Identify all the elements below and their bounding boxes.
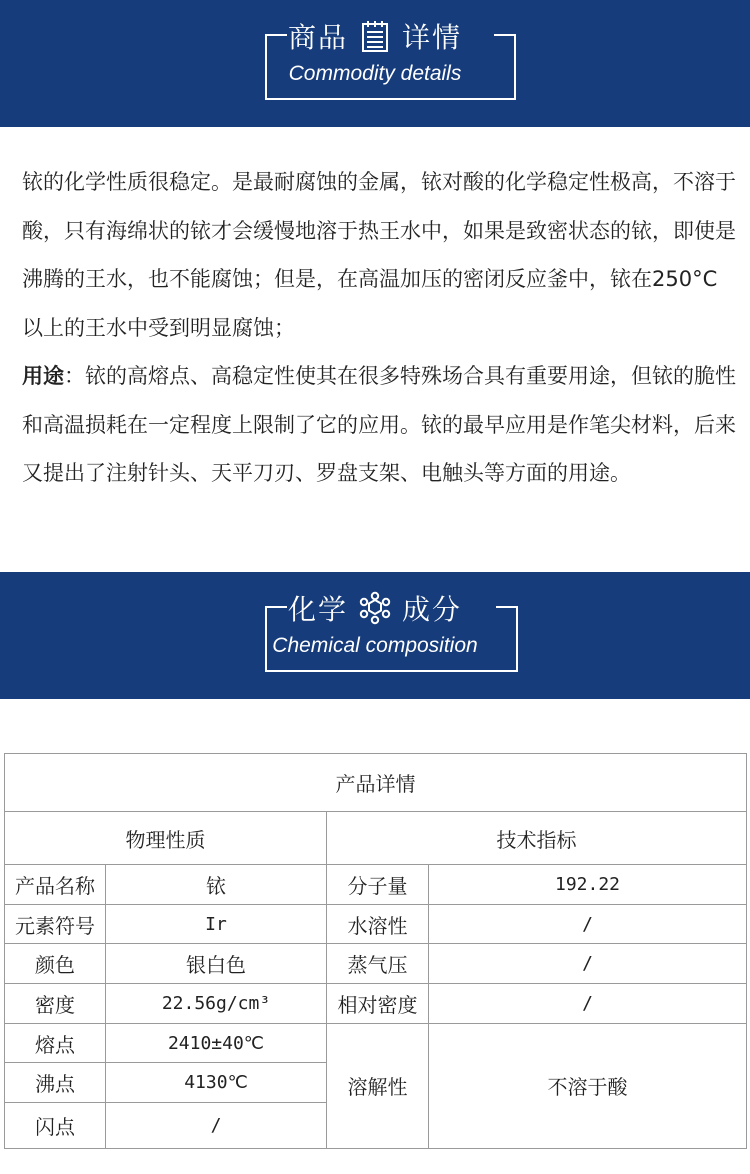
row-label2: 水溶性	[327, 904, 429, 944]
chemical-composition-subtitle: Chemical composition	[272, 634, 478, 657]
chemical-composition-title	[0, 588, 750, 628]
row-value: Ir	[106, 904, 327, 944]
commodity-details-subtitle: Commodity details	[288, 62, 462, 85]
row-label2: 相对密度	[327, 984, 429, 1024]
solubility-value: 不溶于酸	[429, 1023, 747, 1148]
banner-title-right: 成分	[402, 593, 463, 626]
row-value: 4130℃	[106, 1063, 327, 1103]
row-value: /	[106, 1103, 327, 1149]
banner-title-right: 详情	[402, 21, 463, 54]
row-label: 颜色	[5, 944, 106, 984]
row-label: 密度	[5, 984, 106, 1024]
banner-title-left: 商品	[287, 21, 348, 54]
description	[22, 158, 737, 498]
row-value2: /	[429, 944, 747, 984]
usage-paragraph	[22, 352, 737, 498]
row-value2: /	[429, 984, 747, 1024]
row-value: 银白色	[106, 944, 327, 984]
table-row	[5, 984, 747, 1024]
row-label2: 蒸气压	[327, 944, 429, 984]
row-label: 熔点	[5, 1023, 106, 1063]
row-value2: /	[429, 904, 747, 944]
notepad-icon	[358, 19, 392, 53]
molecule-icon	[358, 591, 392, 625]
row-label: 元素符号	[5, 904, 106, 944]
row-label: 沸点	[5, 1063, 106, 1103]
description-paragraph: 铱的化学性质很稳定。是最耐腐蚀的金属，铱对酸的化学稳定性极高，不溶于酸，只有海绵状的铱才会缓慢地溶于热王水中，如果是致密状态的铱，即使是沸腾的王水，也不能腐蚀；但是，在高温加压的密闭反应釜中，铱在250°C以上的王水中受到明显腐蚀；	[22, 170, 736, 340]
usage-text: ：铱的高熔点、高稳定性使其在很多特殊场合具有重要用途，但铱的脆性和高温损耗在一定程度上限制了它的应用。铱的最早应用是作笔尖材料，后来又提出了注射针头、天平刀刃、罗盘支架、电触头等方面的用途。	[22, 364, 736, 485]
usage-label: 用途	[22, 364, 64, 388]
table-caption: 产品详情	[5, 754, 747, 812]
table-row	[5, 944, 747, 984]
spec-table	[4, 753, 747, 1149]
header-technical-specs: 技术指标	[327, 812, 747, 865]
row-label: 产品名称	[5, 865, 106, 905]
row-value2: 192.22	[429, 865, 747, 905]
commodity-details-title	[0, 16, 750, 56]
table-row	[5, 904, 747, 944]
table-row	[5, 1023, 747, 1063]
solubility-label: 溶解性	[327, 1023, 429, 1148]
banner-title-left: 化学	[287, 593, 348, 626]
row-label: 闪点	[5, 1103, 106, 1149]
table-row	[5, 865, 747, 905]
header-physical-properties: 物理性质	[5, 812, 327, 865]
row-value: 2410±40℃	[106, 1023, 327, 1063]
row-value: 22.56g/cm³	[106, 984, 327, 1024]
row-label2: 分子量	[327, 865, 429, 905]
row-value: 铱	[106, 865, 327, 905]
